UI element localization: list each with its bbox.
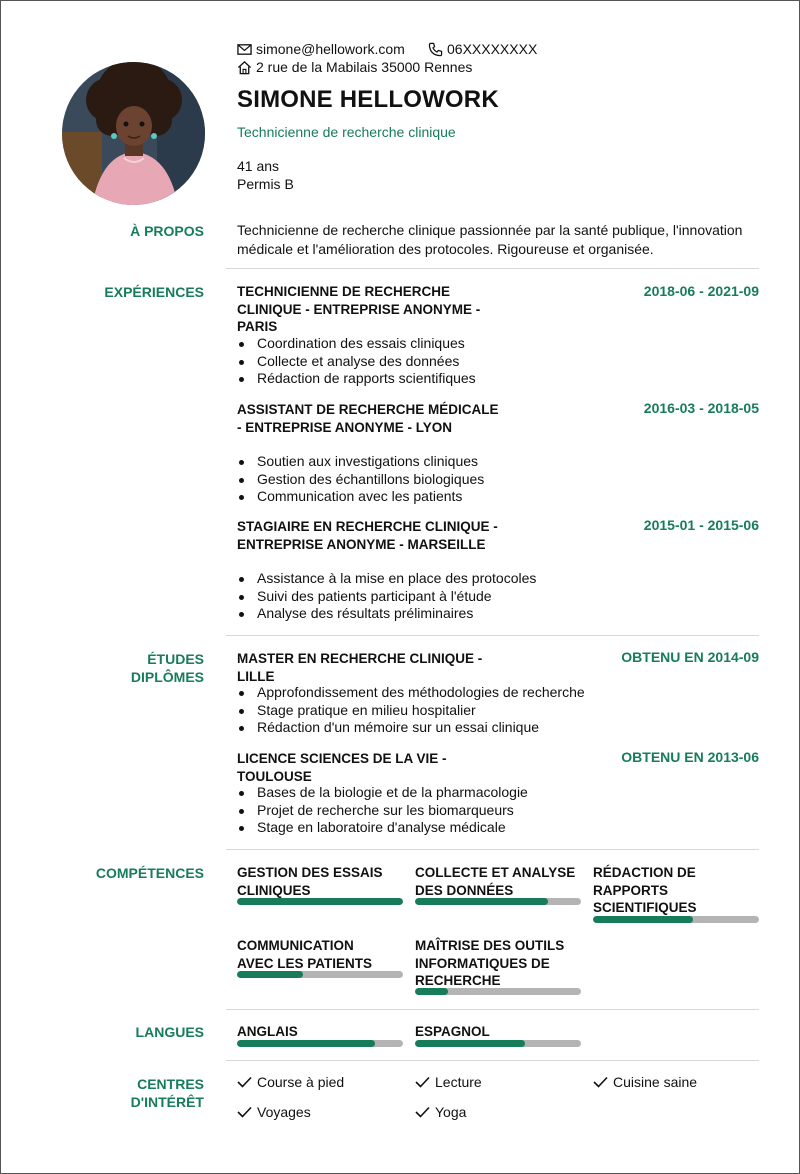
checkmark-icon	[593, 1076, 608, 1088]
education-bullets	[237, 784, 528, 837]
skill-name: GESTION DES ESSAIS CLINIQUES	[237, 865, 383, 898]
list-item: Projet de recherche sur les biomarqueurs	[237, 802, 528, 820]
education-bullets	[237, 684, 585, 737]
interest-item	[593, 1074, 697, 1090]
list-item: Approfondissement des méthodologies de recherche	[237, 684, 585, 702]
list-item: Stage pratique en milieu hospitalier	[237, 702, 585, 720]
skill-level-fill	[415, 898, 548, 905]
email-contact	[237, 41, 405, 57]
divider	[226, 1060, 759, 1061]
experience-date: 2015-01 - 2015-06	[643, 517, 759, 533]
experience-bullets	[237, 570, 536, 623]
phone-contact	[428, 41, 537, 57]
skill-level-bar	[237, 898, 403, 905]
language-level-bar	[237, 1040, 403, 1047]
profile-photo	[62, 62, 205, 205]
section-label-education	[131, 650, 204, 686]
experience-date: 2016-03 - 2018-05	[643, 400, 759, 416]
list-item: Rédaction de rapports scientifiques	[237, 370, 476, 388]
section-label-interests	[131, 1075, 204, 1111]
list-item: Analyse des résultats préliminaires	[237, 605, 536, 623]
list-item: Bases de la biologie et de la pharmacologie	[237, 784, 528, 802]
language-level-fill	[237, 1040, 375, 1047]
skill-name: COMMUNICATION AVEC LES PATIENTS	[237, 938, 373, 971]
experience-bullets	[237, 335, 476, 388]
skill-level-bar	[415, 898, 581, 905]
skill-name: RÉDACTION DE RAPPORTS SCIENTIFIQUES	[593, 865, 697, 915]
address-contact	[237, 59, 472, 75]
list-item: Gestion des échantillons biologiques	[237, 471, 484, 489]
skill-level-fill	[593, 916, 693, 923]
list-item: Coordination des essais cliniques	[237, 335, 476, 353]
section-label-about: À PROPOS	[130, 223, 204, 239]
candidate-name: SIMONE HELLOWORK	[237, 86, 499, 113]
divider	[226, 1009, 759, 1010]
language-level-bar	[415, 1040, 581, 1047]
section-label-experience: EXPÉRIENCES	[104, 284, 204, 300]
divider	[226, 635, 759, 636]
skill-level-fill	[237, 898, 403, 905]
interest-label: Voyages	[257, 1104, 311, 1120]
skill-level-bar	[593, 916, 759, 923]
list-item: Suivi des patients participant à l'étude	[237, 588, 536, 606]
interest-label: Course à pied	[257, 1074, 345, 1090]
skill-name: COLLECTE ET ANALYSE DES DONNÉES	[415, 865, 576, 898]
email-text: simone@hellowork.com	[256, 41, 405, 57]
phone-text: 06XXXXXXXX	[447, 41, 538, 57]
driving-license: Permis B	[237, 176, 294, 192]
list-item: Communication avec les patients	[237, 488, 484, 506]
experience-date: 2018-06 - 2021-09	[643, 283, 759, 299]
education-title: LICENCE SCIENCES DE LA VIE - TOULOUSE	[237, 751, 447, 784]
interest-item	[415, 1074, 482, 1090]
job-title: Technicienne de recherche clinique	[237, 124, 456, 140]
interest-label: Yoga	[435, 1104, 467, 1120]
checkmark-icon	[415, 1076, 430, 1088]
list-item: Assistance à la mise en place des protocoles	[237, 570, 536, 588]
section-label-line: CENTRES	[137, 1076, 204, 1092]
interest-label: Lecture	[435, 1074, 482, 1090]
language-name: ESPAGNOL	[415, 1024, 490, 1039]
language-name: ANGLAIS	[237, 1024, 298, 1039]
divider	[226, 849, 759, 850]
list-item: Soutien aux investigations cliniques	[237, 453, 484, 471]
envelope-icon	[237, 42, 252, 57]
education-date: OBTENU EN 2014-09	[621, 649, 759, 665]
section-label-line: D'INTÉRÊT	[130, 1094, 204, 1110]
skill-level-fill	[415, 988, 448, 995]
list-item: Collecte et analyse des données	[237, 353, 476, 371]
skill-level-bar	[237, 971, 403, 978]
experience-title: ASSISTANT DE RECHERCHE MÉDICALE - ENTREPRISE ANONYME - LYON	[237, 402, 499, 435]
checkmark-icon	[237, 1106, 252, 1118]
interest-item	[237, 1104, 311, 1120]
experience-title: STAGIAIRE EN RECHERCHE CLINIQUE - ENTREPRISE ANONYME - MARSEILLE	[237, 519, 498, 552]
list-item: Rédaction d'un mémoire sur un essai clinique	[237, 719, 585, 737]
language-level-fill	[415, 1040, 525, 1047]
experience-bullets	[237, 453, 484, 506]
education-title: MASTER EN RECHERCHE CLINIQUE - LILLE	[237, 651, 483, 684]
divider	[226, 268, 759, 269]
education-date: OBTENU EN 2013-06	[621, 749, 759, 765]
interest-item	[415, 1104, 466, 1120]
section-label-languages: LANGUES	[135, 1024, 204, 1040]
skill-level-bar	[415, 988, 581, 995]
section-label-line: DIPLÔMES	[130, 669, 204, 685]
checkmark-icon	[237, 1076, 252, 1088]
phone-icon	[428, 42, 443, 57]
list-item: Stage en laboratoire d'analyse médicale	[237, 819, 528, 837]
address-text: 2 rue de la Mabilais 35000 Rennes	[256, 59, 473, 75]
about-text: Technicienne de recherche clinique passionnée par la santé publique, l'innovation médicale et l'amélioration des protocoles. Rigoureuse et organisée.	[237, 222, 743, 257]
experience-title: TECHNICIENNE DE RECHERCHE CLINIQUE - ENTREPRISE ANONYME - PARIS	[237, 284, 481, 334]
skill-name: MAÎTRISE DES OUTILS INFORMATIQUES DE RECHERCHE	[415, 938, 565, 988]
section-label-skills: COMPÉTENCES	[95, 865, 204, 881]
home-icon	[237, 60, 252, 75]
interest-label: Cuisine saine	[613, 1074, 698, 1090]
checkmark-icon	[415, 1106, 430, 1118]
interest-item	[237, 1074, 344, 1090]
age: 41 ans	[237, 158, 280, 174]
skill-level-fill	[237, 971, 303, 978]
section-label-line: ÉTUDES	[147, 651, 204, 667]
